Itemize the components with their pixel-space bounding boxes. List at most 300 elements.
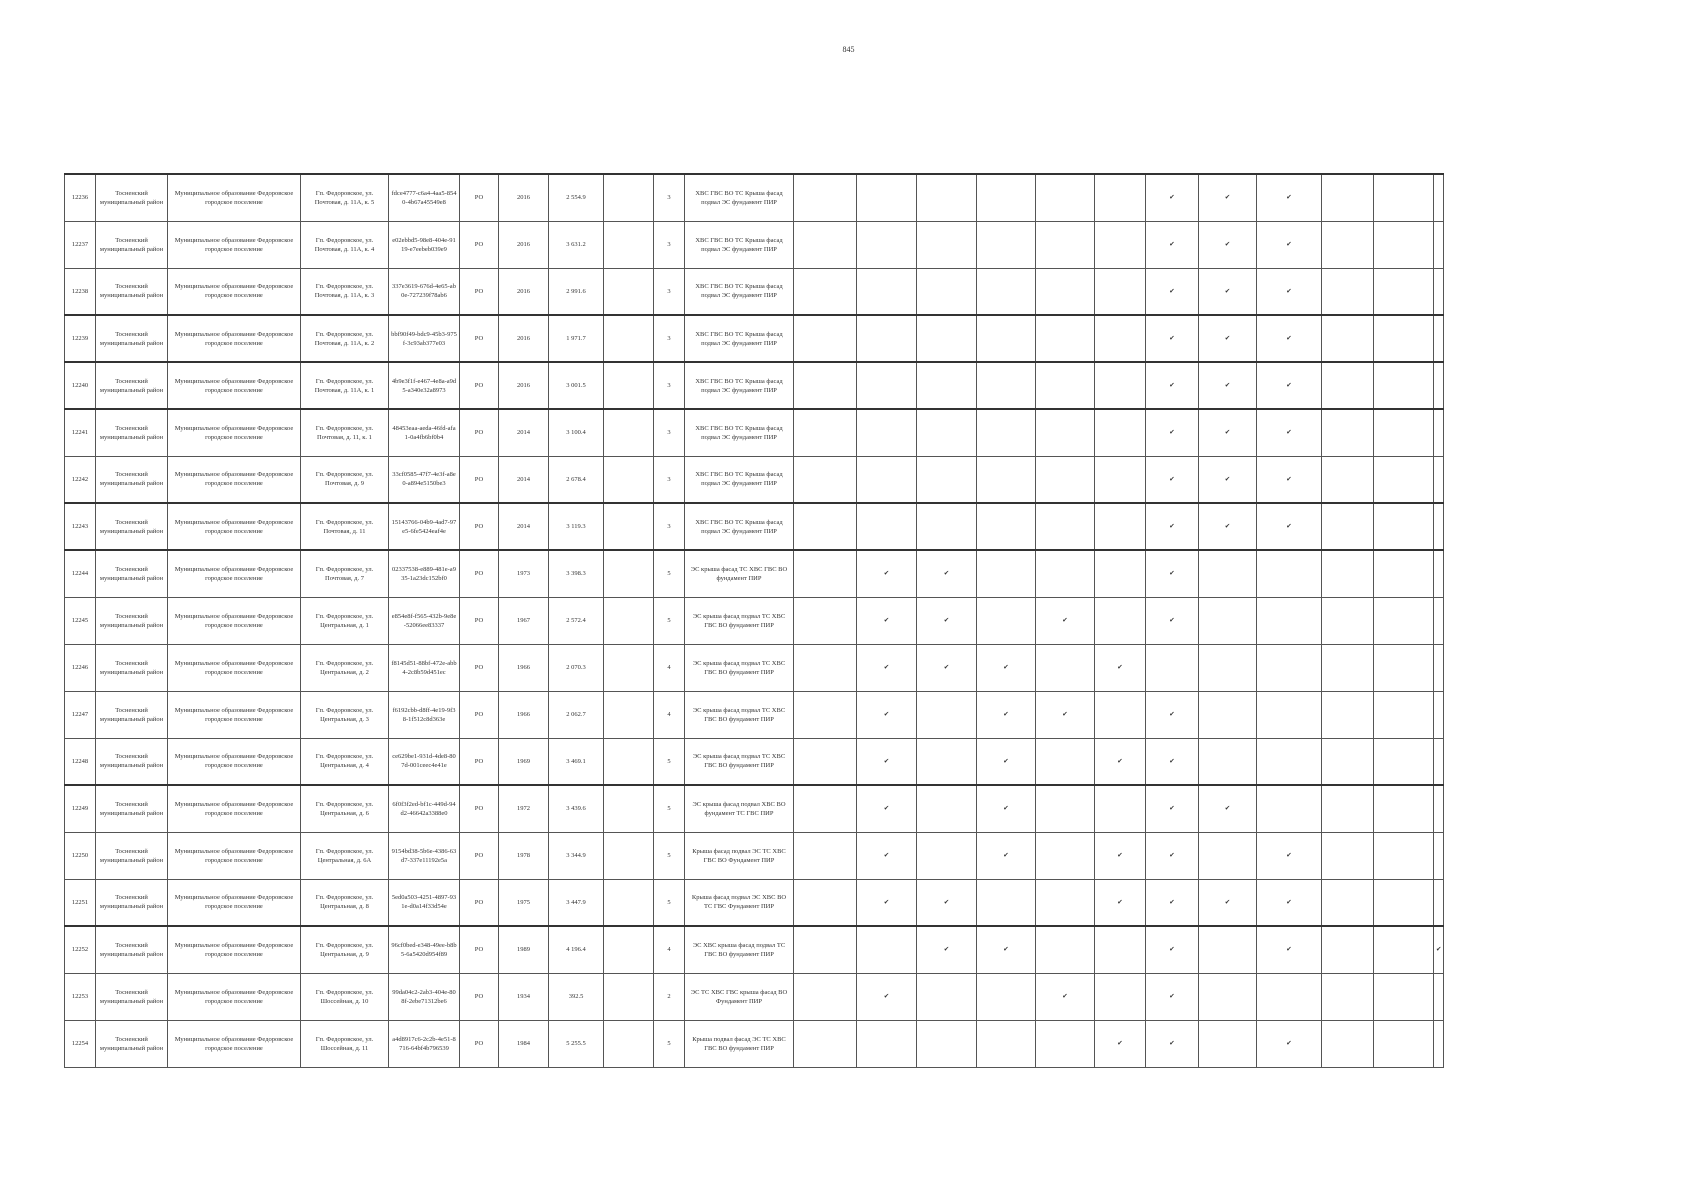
work-type-cell [1257, 691, 1322, 738]
check-mark-icon: ✔ [1036, 691, 1095, 738]
table-row [65, 456, 1444, 503]
work-type-cell [794, 550, 857, 597]
ownership-cell: РО [460, 221, 499, 268]
area-cell: 3 447.9 [549, 879, 604, 926]
area-cell: 3 631.2 [549, 221, 604, 268]
check-mark-icon: ✔ [1146, 785, 1199, 832]
uid-cell: e02ebbd5-98e8-404e-9119-e7eebeb039e9 [389, 221, 460, 268]
work-type-cell [1322, 691, 1374, 738]
check-mark-icon: ✔ [1146, 597, 1199, 644]
row-id: 12242 [65, 456, 96, 503]
work-type-cell [857, 268, 917, 315]
work-type-cell [1434, 785, 1444, 832]
work-type-cell [917, 691, 977, 738]
municipality-cell: Муниципальное образование Федоровское городское поселение [168, 785, 301, 832]
work-type-cell [977, 973, 1036, 1020]
table-row [65, 926, 1444, 973]
work-type-cell [1374, 644, 1434, 691]
year-cell: 2016 [499, 268, 549, 315]
work-type-cell [1257, 597, 1322, 644]
district-cell: Тосненский муниципальный район [96, 174, 168, 221]
work-type-cell [1434, 879, 1444, 926]
work-type-cell [857, 503, 917, 550]
check-mark-icon: ✔ [1095, 738, 1146, 785]
work-type-cell [1095, 409, 1146, 456]
work-type-cell [1257, 550, 1322, 597]
check-mark-icon: ✔ [1146, 879, 1199, 926]
empty-cell [604, 174, 654, 221]
table-row [65, 738, 1444, 785]
work-type-cell [1322, 973, 1374, 1020]
row-id: 12246 [65, 644, 96, 691]
work-type-cell [1434, 832, 1444, 879]
municipality-cell: Муниципальное образование Федоровское городское поселение [168, 550, 301, 597]
row-id: 12248 [65, 738, 96, 785]
address-cell: Гп. Федоровское, ул. Центральная, д. 1 [301, 597, 389, 644]
area-cell: 3 119.3 [549, 503, 604, 550]
uid-cell: 337e3619-676d-4e65-ab0e-727239f78ab6 [389, 268, 460, 315]
area-cell: 2 070.3 [549, 644, 604, 691]
district-cell: Тосненский муниципальный район [96, 503, 168, 550]
work-type-cell [1199, 1020, 1257, 1067]
address-cell: Гп. Федоровское, ул. Почтовая, д. 11 [301, 503, 389, 550]
work-type-cell [794, 503, 857, 550]
check-mark-icon: ✔ [917, 926, 977, 973]
row-id: 12244 [65, 550, 96, 597]
check-mark-icon: ✔ [1257, 879, 1322, 926]
check-mark-icon: ✔ [1257, 409, 1322, 456]
floors-cell: 3 [654, 456, 685, 503]
work-type-cell [977, 221, 1036, 268]
work-type-cell [1257, 973, 1322, 1020]
municipality-cell: Муниципальное образование Федоровское городское поселение [168, 738, 301, 785]
work-type-cell [1374, 550, 1434, 597]
check-mark-icon: ✔ [1434, 926, 1444, 973]
floors-cell: 5 [654, 832, 685, 879]
municipality-cell: Муниципальное образование Федоровское городское поселение [168, 644, 301, 691]
work-type-cell [917, 785, 977, 832]
work-type-cell [794, 926, 857, 973]
table-row [65, 315, 1444, 362]
check-mark-icon: ✔ [1257, 315, 1322, 362]
work-type-cell [857, 1020, 917, 1067]
floors-cell: 3 [654, 409, 685, 456]
table-row [65, 409, 1444, 456]
uid-cell: a4d8917c6-2c2b-4e51-8716-64bf4b796539 [389, 1020, 460, 1067]
check-mark-icon: ✔ [1036, 973, 1095, 1020]
address-cell: Гп. Федоровское, ул. Почтовая, д. 11А, к. 1 [301, 362, 389, 409]
uid-cell: 15143766-04b9-4ad7-97e5-6fe5424eaf4e [389, 503, 460, 550]
year-cell: 2014 [499, 456, 549, 503]
row-id: 12247 [65, 691, 96, 738]
check-mark-icon: ✔ [1257, 268, 1322, 315]
work-type-cell [917, 268, 977, 315]
check-mark-icon: ✔ [1146, 691, 1199, 738]
work-type-cell [1322, 597, 1374, 644]
works-cell: ХВС ГВС ВО ТС Крыша фасад подвал ЭС фундамент ПИР [685, 174, 794, 221]
table-row [65, 832, 1444, 879]
table-row [65, 1020, 1444, 1067]
address-cell: Гп. Федоровское, ул. Центральная, д. 2 [301, 644, 389, 691]
work-type-cell [917, 456, 977, 503]
work-type-cell [1374, 973, 1434, 1020]
year-cell: 1966 [499, 691, 549, 738]
check-mark-icon: ✔ [1146, 174, 1199, 221]
work-type-cell [1199, 644, 1257, 691]
works-cell: ХВС ГВС ВО ТС Крыша фасад подвал ЭС фундамент ПИР [685, 362, 794, 409]
work-type-cell [1095, 456, 1146, 503]
works-cell: ЭС ТС ХВС ГВС крыша фасад ВО Фундамент ПИР [685, 973, 794, 1020]
empty-cell [604, 456, 654, 503]
district-cell: Тосненский муниципальный район [96, 550, 168, 597]
ownership-cell: РО [460, 832, 499, 879]
work-type-cell [1434, 973, 1444, 1020]
work-type-cell [1036, 221, 1095, 268]
uid-cell: 33cf0585-47f7-4e3f-a8e0-a894e5150be3 [389, 456, 460, 503]
work-type-cell [794, 644, 857, 691]
floors-cell: 2 [654, 973, 685, 1020]
work-type-cell [1374, 362, 1434, 409]
uid-cell: bbf90f49-bdc9-45b3-975f-3c93ab377e03 [389, 315, 460, 362]
table-row [65, 362, 1444, 409]
check-mark-icon: ✔ [1146, 1020, 1199, 1067]
check-mark-icon: ✔ [917, 550, 977, 597]
district-cell: Тосненский муниципальный район [96, 832, 168, 879]
table-row [65, 973, 1444, 1020]
work-type-cell [1095, 268, 1146, 315]
work-type-cell [977, 268, 1036, 315]
check-mark-icon: ✔ [1199, 456, 1257, 503]
ownership-cell: РО [460, 456, 499, 503]
check-mark-icon: ✔ [1146, 409, 1199, 456]
check-mark-icon: ✔ [1199, 879, 1257, 926]
district-cell: Тосненский муниципальный район [96, 315, 168, 362]
check-mark-icon: ✔ [917, 879, 977, 926]
municipality-cell: Муниципальное образование Федоровское городское поселение [168, 926, 301, 973]
work-type-cell [1374, 315, 1434, 362]
row-id: 12237 [65, 221, 96, 268]
work-type-cell [1146, 644, 1199, 691]
work-type-cell [1199, 973, 1257, 1020]
work-type-cell [1036, 268, 1095, 315]
work-type-cell [1036, 738, 1095, 785]
empty-cell [604, 738, 654, 785]
area-cell: 3 469.1 [549, 738, 604, 785]
address-cell: Гп. Федоровское, ул. Центральная, д. 6А [301, 832, 389, 879]
check-mark-icon: ✔ [1257, 456, 1322, 503]
address-cell: Гп. Федоровское, ул. Центральная, д. 4 [301, 738, 389, 785]
work-type-cell [1374, 785, 1434, 832]
work-type-cell [1322, 221, 1374, 268]
work-type-cell [1322, 456, 1374, 503]
floors-cell: 5 [654, 738, 685, 785]
work-type-cell [1036, 409, 1095, 456]
address-cell: Гп. Федоровское, ул. Центральная, д. 6 [301, 785, 389, 832]
work-type-cell [1036, 832, 1095, 879]
work-type-cell [794, 268, 857, 315]
empty-cell [604, 597, 654, 644]
ownership-cell: РО [460, 1020, 499, 1067]
uid-cell: 48453eaa-aeda-46fd-afa1-0a4fb6bf0b4 [389, 409, 460, 456]
work-type-cell [1322, 1020, 1374, 1067]
works-cell: ХВС ГВС ВО ТС Крыша фасад подвал ЭС фундамент ПИР [685, 221, 794, 268]
check-mark-icon: ✔ [1257, 832, 1322, 879]
district-cell: Тосненский муниципальный район [96, 926, 168, 973]
check-mark-icon: ✔ [1199, 268, 1257, 315]
municipality-cell: Муниципальное образование Федоровское городское поселение [168, 315, 301, 362]
work-type-cell [1257, 644, 1322, 691]
page-number: 845 [842, 45, 855, 54]
work-type-cell [977, 1020, 1036, 1067]
year-cell: 1966 [499, 644, 549, 691]
floors-cell: 4 [654, 691, 685, 738]
works-cell: ХВС ГВС ВО ТС Крыша фасад подвал ЭС фундамент ПИР [685, 315, 794, 362]
address-cell: Гп. Федоровское, ул. Почтовая, д. 11А, к. 4 [301, 221, 389, 268]
work-type-cell [1434, 550, 1444, 597]
row-id: 12254 [65, 1020, 96, 1067]
check-mark-icon: ✔ [1146, 315, 1199, 362]
check-mark-icon: ✔ [1257, 926, 1322, 973]
work-type-cell [1095, 174, 1146, 221]
check-mark-icon: ✔ [857, 597, 917, 644]
work-type-cell [794, 221, 857, 268]
housing-register-table [64, 173, 1444, 1068]
year-cell: 1967 [499, 597, 549, 644]
municipality-cell: Муниципальное образование Федоровское городское поселение [168, 691, 301, 738]
floors-cell: 3 [654, 174, 685, 221]
area-cell: 2 572.4 [549, 597, 604, 644]
municipality-cell: Муниципальное образование Федоровское городское поселение [168, 597, 301, 644]
ownership-cell: РО [460, 550, 499, 597]
check-mark-icon: ✔ [1146, 456, 1199, 503]
row-id: 12241 [65, 409, 96, 456]
municipality-cell: Муниципальное образование Федоровское городское поселение [168, 503, 301, 550]
area-cell: 2 062.7 [549, 691, 604, 738]
work-type-cell [1434, 315, 1444, 362]
work-type-cell [1199, 832, 1257, 879]
area-cell: 1 971.7 [549, 315, 604, 362]
work-type-cell [917, 409, 977, 456]
check-mark-icon: ✔ [1257, 362, 1322, 409]
empty-cell [604, 926, 654, 973]
work-type-cell [1434, 456, 1444, 503]
work-type-cell [1036, 550, 1095, 597]
row-id: 12245 [65, 597, 96, 644]
work-type-cell [1322, 785, 1374, 832]
year-cell: 1934 [499, 973, 549, 1020]
check-mark-icon: ✔ [1146, 550, 1199, 597]
district-cell: Тосненский муниципальный район [96, 973, 168, 1020]
row-id: 12253 [65, 973, 96, 1020]
address-cell: Гп. Федоровское, ул. Центральная, д. 8 [301, 879, 389, 926]
ownership-cell: РО [460, 409, 499, 456]
work-type-cell [977, 174, 1036, 221]
check-mark-icon: ✔ [1095, 879, 1146, 926]
empty-cell [604, 362, 654, 409]
work-type-cell [1434, 597, 1444, 644]
year-cell: 1975 [499, 879, 549, 926]
work-type-cell [1374, 503, 1434, 550]
work-type-cell [1095, 503, 1146, 550]
check-mark-icon: ✔ [1146, 973, 1199, 1020]
year-cell: 2016 [499, 315, 549, 362]
work-type-cell [1322, 738, 1374, 785]
work-type-cell [1199, 550, 1257, 597]
works-cell: ХВС ГВС ВО ТС Крыша фасад подвал ЭС фундамент ПИР [685, 456, 794, 503]
floors-cell: 5 [654, 879, 685, 926]
work-type-cell [1095, 221, 1146, 268]
work-type-cell [917, 503, 977, 550]
check-mark-icon: ✔ [1095, 644, 1146, 691]
work-type-cell [1322, 832, 1374, 879]
work-type-cell [1374, 879, 1434, 926]
work-type-cell [857, 221, 917, 268]
address-cell: Гп. Федоровское, ул. Почтовая, д. 9 [301, 456, 389, 503]
work-type-cell [917, 1020, 977, 1067]
works-cell: ХВС ГВС ВО ТС Крыша фасад подвал ЭС фундамент ПИР [685, 409, 794, 456]
year-cell: 1972 [499, 785, 549, 832]
work-type-cell [977, 503, 1036, 550]
work-type-cell [1374, 738, 1434, 785]
work-type-cell [1374, 456, 1434, 503]
ownership-cell: РО [460, 174, 499, 221]
work-type-cell [1095, 691, 1146, 738]
works-cell: ЭС крыша фасад подвал ТС ХВС ГВС ВО фундамент ПИР [685, 691, 794, 738]
municipality-cell: Муниципальное образование Федоровское городское поселение [168, 1020, 301, 1067]
work-type-cell [794, 973, 857, 1020]
work-type-cell [1036, 362, 1095, 409]
work-type-cell [1095, 597, 1146, 644]
municipality-cell: Муниципальное образование Федоровское городское поселение [168, 221, 301, 268]
work-type-cell [1036, 644, 1095, 691]
district-cell: Тосненский муниципальный район [96, 221, 168, 268]
works-cell: ЭС крыша фасад подвал ХВС ВО фундамент ТС ГВС ПИР [685, 785, 794, 832]
floors-cell: 3 [654, 221, 685, 268]
check-mark-icon: ✔ [1146, 362, 1199, 409]
ownership-cell: РО [460, 926, 499, 973]
uid-cell: 99da04c2-2ab3-404e-808f-2ebe71312be6 [389, 973, 460, 1020]
works-cell: ЭС ХВС крыша фасад подвал ТС ГВС ВО фундамент ПИР [685, 926, 794, 973]
address-cell: Гп. Федоровское, ул. Центральная, д. 3 [301, 691, 389, 738]
year-cell: 1973 [499, 550, 549, 597]
work-type-cell [1322, 315, 1374, 362]
work-type-cell [1434, 1020, 1444, 1067]
works-cell: Крыша подвал фасад ЭС ТС ХВС ГВС ВО фундамент ПИР [685, 1020, 794, 1067]
area-cell: 392.5 [549, 973, 604, 1020]
ownership-cell: РО [460, 785, 499, 832]
work-type-cell [1374, 221, 1434, 268]
year-cell: 2016 [499, 174, 549, 221]
work-type-cell [794, 832, 857, 879]
floors-cell: 4 [654, 926, 685, 973]
work-type-cell [857, 174, 917, 221]
ownership-cell: РО [460, 503, 499, 550]
row-id: 12236 [65, 174, 96, 221]
work-type-cell [1374, 832, 1434, 879]
check-mark-icon: ✔ [1199, 221, 1257, 268]
check-mark-icon: ✔ [857, 550, 917, 597]
work-type-cell [1374, 409, 1434, 456]
works-cell: ЭС крыша фасад ТС ХВС ГВС ВО фундамент ПИР [685, 550, 794, 597]
empty-cell [604, 503, 654, 550]
work-type-cell [794, 1020, 857, 1067]
work-type-cell [794, 174, 857, 221]
empty-cell [604, 550, 654, 597]
work-type-cell [977, 362, 1036, 409]
empty-cell [604, 879, 654, 926]
work-type-cell [857, 456, 917, 503]
check-mark-icon: ✔ [857, 644, 917, 691]
table-row [65, 644, 1444, 691]
municipality-cell: Муниципальное образование Федоровское городское поселение [168, 879, 301, 926]
table-row [65, 221, 1444, 268]
ownership-cell: РО [460, 362, 499, 409]
municipality-cell: Муниципальное образование Федоровское городское поселение [168, 973, 301, 1020]
table-row [65, 550, 1444, 597]
check-mark-icon: ✔ [1257, 1020, 1322, 1067]
work-type-cell [1322, 503, 1374, 550]
work-type-cell [1095, 550, 1146, 597]
work-type-cell [1374, 597, 1434, 644]
work-type-cell [917, 315, 977, 362]
district-cell: Тосненский муниципальный район [96, 785, 168, 832]
check-mark-icon: ✔ [1146, 503, 1199, 550]
district-cell: Тосненский муниципальный район [96, 1020, 168, 1067]
district-cell: Тосненский муниципальный район [96, 644, 168, 691]
work-type-cell [1374, 268, 1434, 315]
check-mark-icon: ✔ [1257, 174, 1322, 221]
row-id: 12251 [65, 879, 96, 926]
check-mark-icon: ✔ [1199, 362, 1257, 409]
work-type-cell [857, 409, 917, 456]
check-mark-icon: ✔ [977, 644, 1036, 691]
work-type-cell [977, 315, 1036, 362]
work-type-cell [917, 973, 977, 1020]
district-cell: Тосненский муниципальный район [96, 597, 168, 644]
table-row [65, 503, 1444, 550]
check-mark-icon: ✔ [857, 973, 917, 1020]
floors-cell: 5 [654, 785, 685, 832]
municipality-cell: Муниципальное образование Федоровское городское поселение [168, 268, 301, 315]
work-type-cell [977, 456, 1036, 503]
check-mark-icon: ✔ [857, 738, 917, 785]
address-cell: Гп. Федоровское, ул. Центральная, д. 9 [301, 926, 389, 973]
work-type-cell [977, 550, 1036, 597]
ownership-cell: РО [460, 973, 499, 1020]
work-type-cell [1199, 597, 1257, 644]
work-type-cell [1036, 503, 1095, 550]
check-mark-icon: ✔ [977, 738, 1036, 785]
work-type-cell [977, 409, 1036, 456]
work-type-cell [1322, 409, 1374, 456]
year-cell: 1984 [499, 1020, 549, 1067]
municipality-cell: Муниципальное образование Федоровское городское поселение [168, 832, 301, 879]
work-type-cell [1199, 691, 1257, 738]
floors-cell: 3 [654, 268, 685, 315]
empty-cell [604, 268, 654, 315]
check-mark-icon: ✔ [977, 926, 1036, 973]
work-type-cell [857, 362, 917, 409]
check-mark-icon: ✔ [857, 785, 917, 832]
work-type-cell [1095, 785, 1146, 832]
work-type-cell [917, 174, 977, 221]
work-type-cell [1199, 926, 1257, 973]
work-type-cell [1374, 174, 1434, 221]
work-type-cell [1374, 691, 1434, 738]
empty-cell [604, 832, 654, 879]
check-mark-icon: ✔ [1146, 268, 1199, 315]
row-id: 12250 [65, 832, 96, 879]
